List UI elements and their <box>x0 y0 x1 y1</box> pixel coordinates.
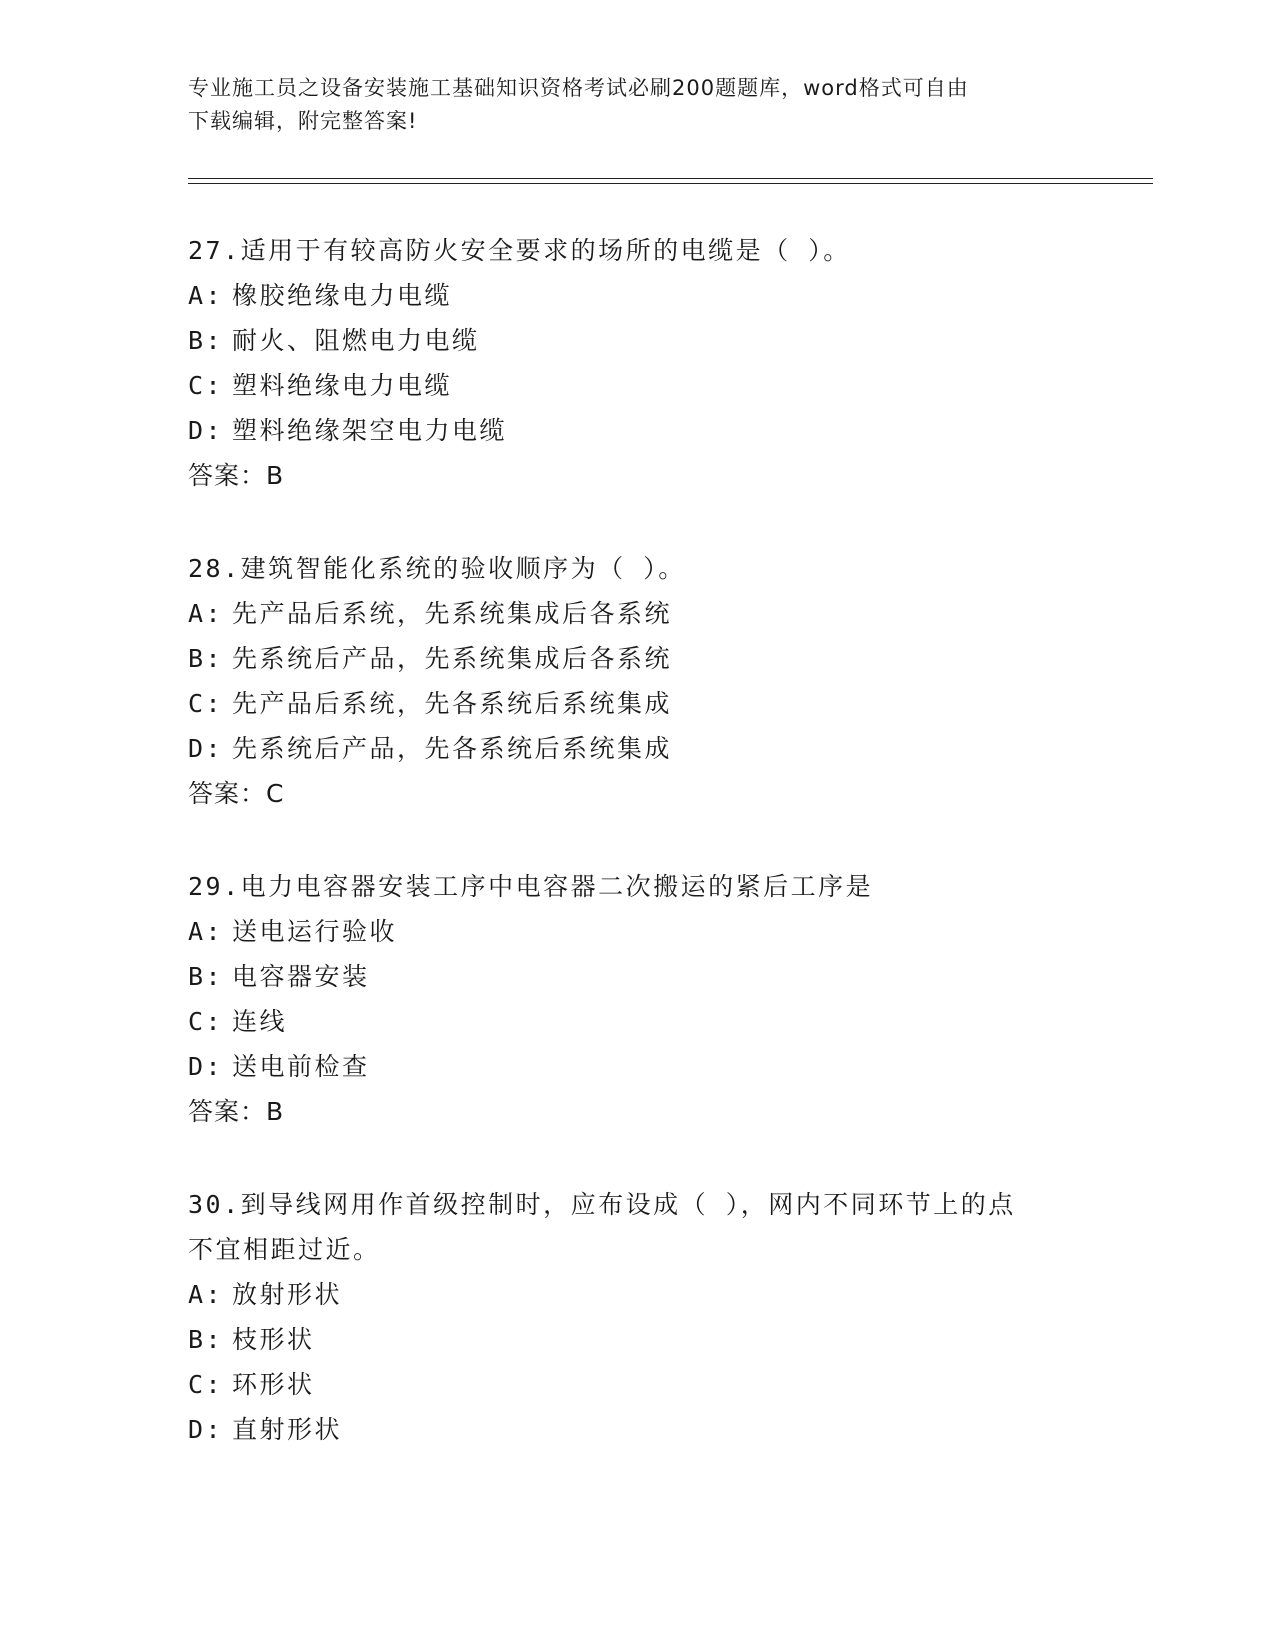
option-c <box>188 999 1088 1044</box>
header-divider-bottom <box>188 183 1153 184</box>
option-text: 直射形状 <box>232 1415 343 1444</box>
option-text: 枝形状 <box>232 1325 315 1354</box>
question-28 <box>188 546 1088 816</box>
option-text: 先产品后系统，先系统集成后各系统 <box>232 599 673 628</box>
option-b <box>188 954 1088 999</box>
option-letter: B: <box>188 1325 224 1354</box>
question-30 <box>188 1182 1088 1452</box>
option-text: 送电前检查 <box>232 1052 370 1081</box>
question-27 <box>188 228 1088 498</box>
option-text: 塑料绝缘电力电缆 <box>232 371 453 400</box>
option-letter: B: <box>188 962 224 991</box>
option-letter: D: <box>188 734 224 763</box>
option-text: 送电运行验收 <box>232 917 398 946</box>
option-letter: A: <box>188 599 224 628</box>
option-letter: D: <box>188 416 224 445</box>
option-letter: C: <box>188 371 224 400</box>
option-letter: C: <box>188 689 224 718</box>
option-b <box>188 1317 1088 1362</box>
option-text: 连线 <box>232 1007 288 1036</box>
option-text: 先产品后系统，先各系统后系统集成 <box>232 689 673 718</box>
option-text: 先系统后产品，先各系统后系统集成 <box>232 734 673 763</box>
option-b <box>188 636 1088 681</box>
answer-line: 答案：B <box>188 461 285 490</box>
question-stem: 28.建筑智能化系统的验收顺序为（ ）。 <box>188 554 686 583</box>
header-divider-top <box>188 178 1153 179</box>
option-letter: D: <box>188 1415 224 1444</box>
question-stem-line-1: 30.到导线网用作首级控制时，应布设成（ ），网内不同环节上的点 <box>188 1190 1016 1219</box>
option-letter: B: <box>188 326 224 355</box>
answer-line: 答案：C <box>188 779 285 808</box>
question-stem: 29.电力电容器安装工序中电容器二次搬运的紧后工序是 <box>188 872 874 901</box>
option-letter: C: <box>188 1370 224 1399</box>
option-text: 电容器安装 <box>232 962 370 991</box>
option-letter: A: <box>188 1280 224 1309</box>
answer-line: 答案：B <box>188 1097 285 1126</box>
option-letter: A: <box>188 281 224 310</box>
question-stem: 27.适用于有较高防火安全要求的场所的电缆是（ ）。 <box>188 236 851 265</box>
document-header <box>188 72 1088 138</box>
question-29 <box>188 864 1088 1134</box>
option-b <box>188 318 1088 363</box>
option-text: 先系统后产品，先系统集成后各系统 <box>232 644 673 673</box>
option-a <box>188 591 1088 636</box>
option-text: 橡胶绝缘电力电缆 <box>232 281 453 310</box>
option-d <box>188 1407 1088 1452</box>
question-stem-line-2: 不宜相距过近。 <box>188 1235 381 1264</box>
option-a <box>188 273 1088 318</box>
option-d <box>188 1044 1088 1089</box>
header-line-2: 下载编辑，附完整答案! <box>188 109 418 133</box>
option-c <box>188 681 1088 726</box>
option-d <box>188 408 1088 453</box>
option-letter: B: <box>188 644 224 673</box>
option-a <box>188 909 1088 954</box>
option-letter: D: <box>188 1052 224 1081</box>
header-line-1: 专业施工员之设备安装施工基础知识资格考试必刷200题题库，word格式可自由 <box>188 76 969 100</box>
option-text: 塑料绝缘架空电力电缆 <box>232 416 508 445</box>
option-text: 放射形状 <box>232 1280 343 1309</box>
option-letter: C: <box>188 1007 224 1036</box>
option-a <box>188 1272 1088 1317</box>
option-c <box>188 363 1088 408</box>
option-text: 耐火、阻燃电力电缆 <box>232 326 480 355</box>
option-d <box>188 726 1088 771</box>
option-text: 环形状 <box>232 1370 315 1399</box>
option-letter: A: <box>188 917 224 946</box>
option-c <box>188 1362 1088 1407</box>
